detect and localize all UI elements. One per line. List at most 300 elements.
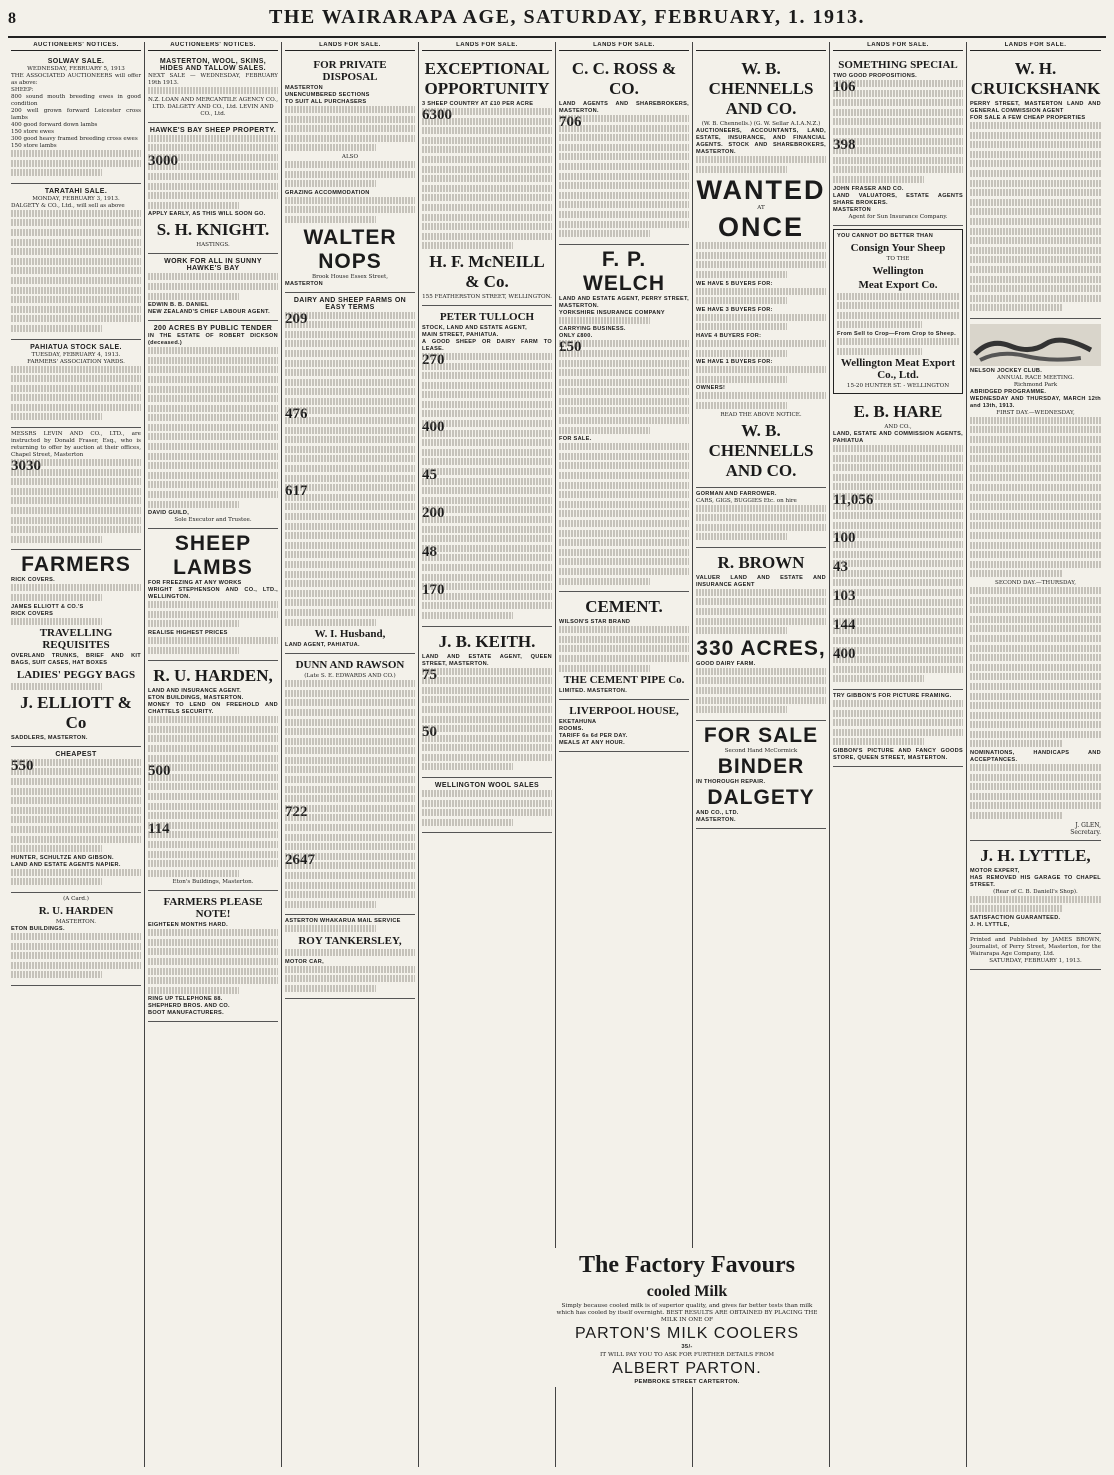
text-filler: [833, 157, 963, 164]
tender-ad: [148, 321, 278, 529]
text-filler: [148, 812, 278, 819]
text-filler: [148, 453, 278, 460]
text-filler: [970, 896, 1101, 903]
text-filler: [696, 242, 826, 249]
imprint-text: Printed and Published by JAMES BROWN, Journalist, of Perry Street, Masterton, for the Wairarapa Age Company, Ltd.: [970, 936, 1101, 957]
text-filler: [970, 625, 1101, 632]
text-filler: [285, 551, 415, 558]
text-filler: [11, 375, 141, 382]
text-filler: [833, 109, 963, 116]
ad-subhead: A GOOD SHEEP OR DAIRY FARM TO LEASE.: [422, 338, 552, 352]
text-filler: [148, 357, 278, 364]
text-filler: [148, 939, 278, 946]
ad-subhead: ANNUAL RACE MEETING.: [996, 374, 1075, 381]
ad-subhead: LADIES' PEGGY BAGS: [16, 669, 136, 682]
keith-ad: [422, 627, 552, 779]
text-filler: [696, 366, 826, 373]
text-filler: [11, 759, 141, 766]
text-filler: [696, 533, 787, 540]
text-filler: [285, 747, 415, 754]
text-filler: [285, 388, 415, 395]
ad-subhead: NOMINATIONS, HANDICAPS AND ACCEPTANCES.: [970, 750, 1101, 764]
sheep-label: SHEEP:: [11, 87, 34, 93]
text-filler: [559, 201, 689, 208]
text-filler: [285, 776, 415, 783]
text-filler: [148, 755, 278, 762]
text-filler: [833, 675, 924, 682]
exceptional-ad: [422, 54, 552, 306]
text-filler: [970, 132, 1101, 139]
text-filler: [970, 664, 1101, 671]
text-filler: [970, 905, 1062, 912]
text-filler: [833, 90, 963, 97]
ad-headline: FARMERS PLEASE NOTE!: [163, 896, 263, 921]
text-filler: [148, 822, 278, 829]
acreage-number: 722: [285, 803, 308, 820]
text-filler: [422, 194, 552, 201]
text-filler: [285, 427, 415, 434]
text-filler: [559, 665, 650, 672]
tulloch-ad: [422, 306, 552, 627]
ad-subhead: LAND AGENTS AND SHAREBROKERS, MASTERTON.: [559, 101, 689, 114]
text-filler: [970, 436, 1101, 443]
text-filler: [148, 831, 278, 838]
acreage-number: 48: [422, 543, 437, 560]
text-filler: [285, 805, 415, 812]
text-filler: [148, 405, 278, 412]
column-heading: AUCTIONEERS' NOTICES.: [148, 42, 278, 51]
text-filler: [559, 115, 689, 122]
text-filler: [833, 474, 963, 481]
text-filler: [696, 627, 787, 634]
text-filler: [696, 618, 826, 625]
ad-subhead: TWO GOOD PROPOSITIONS.: [833, 73, 917, 79]
text-filler: [833, 618, 963, 625]
text-filler: [833, 589, 963, 596]
text-filler: [833, 147, 963, 154]
text-filler: [285, 882, 415, 889]
text-filler: [970, 446, 1101, 453]
ad-headline: S. H. KNIGHT.: [156, 220, 270, 240]
text-filler: [285, 872, 415, 879]
text-filler: [970, 635, 1101, 642]
text-filler: [422, 127, 552, 134]
text-filler: [148, 192, 278, 199]
text-filler: [285, 709, 415, 716]
text-filler: [422, 725, 552, 732]
ad-product-name: PARTON'S MILK COOLERS: [574, 1325, 800, 1342]
ad-subhead: ASTERTON WHAKARUA MAIL SERVICE: [285, 918, 401, 925]
column-heading: LANDS FOR SALE.: [422, 42, 552, 51]
ad-subhead: LAND VALUATORS, ESTATE AGENTS SHARE BROKERS.: [833, 192, 963, 206]
text-filler: [11, 413, 102, 420]
ad-yards: FARMERS' ASSOCIATION YARDS.: [27, 358, 125, 365]
text-filler: [422, 706, 552, 713]
text-filler: [285, 312, 415, 319]
text-filler: [285, 699, 415, 706]
acreage-number: 500: [148, 763, 171, 780]
ad-address: MASTERTON.: [55, 918, 97, 925]
text-filler: [970, 561, 1101, 568]
text-filler: [696, 687, 826, 694]
text-filler: [148, 637, 278, 644]
ad-address: HASTINGS.: [196, 242, 230, 249]
ad-headline: F. P. WELCH: [583, 247, 665, 295]
ad-subhead: MEALS AT ANY HOUR.: [559, 740, 625, 747]
text-filler: [559, 626, 689, 633]
acreage-number: 706: [559, 114, 582, 130]
ad-subhead: From Sell to Crop—From Crop to Sheep.: [837, 330, 956, 337]
text-filler: [285, 465, 415, 472]
ad-address: PEMBROKE STREET CARTERTON.: [634, 1379, 740, 1385]
ad-headline: Wellington Meat Export Co., Ltd.: [840, 357, 956, 382]
acreage-number: 114: [148, 820, 170, 837]
text-filler: [11, 385, 141, 392]
text-filler: [422, 564, 552, 571]
ad-subhead: (W. B. Chennells.) (G. W. Sellar A.I.A.N.Z.): [701, 121, 821, 127]
text-filler: [11, 219, 141, 226]
text-filler: [148, 841, 278, 848]
imprint-date: SATURDAY, FEBRUARY 1, 1913.: [989, 957, 1082, 964]
text-filler: [11, 845, 102, 852]
text-filler: [285, 862, 415, 869]
text-filler: [833, 637, 963, 644]
text-filler: [11, 258, 141, 265]
text-filler: [285, 609, 415, 616]
acreage-number: 75: [422, 666, 437, 683]
text-filler: [285, 843, 415, 850]
acreage-number: 400: [833, 645, 856, 662]
text-filler: [11, 797, 141, 804]
ad-title: SOLWAY SALE.: [47, 58, 105, 65]
text-filler: [559, 173, 689, 180]
text-filler: [422, 420, 552, 427]
text-filler: [422, 526, 552, 533]
text-filler: [11, 488, 141, 495]
ad-subhead: REALISE HIGHEST PRICES: [148, 630, 228, 636]
ad-subhead: EIGHTEEN MONTHS HARD.: [148, 922, 228, 929]
text-filler: [696, 323, 787, 330]
text-filler: [970, 426, 1101, 433]
ad-address: (Rear of C. B. Daniell's Shop).: [993, 888, 1078, 895]
ad-title: (A Card.): [63, 895, 89, 902]
text-filler: [559, 558, 689, 565]
text-filler: [970, 570, 1062, 577]
text-filler: [11, 962, 141, 969]
ad-headline: PETER TULLOCH: [439, 310, 535, 323]
text-filler: [559, 482, 689, 489]
text-filler: [833, 483, 963, 490]
text-filler: [148, 611, 278, 618]
acreage-number: 106: [833, 79, 856, 95]
text-filler: [970, 247, 1101, 254]
ad-address: MASTERTON: [285, 280, 324, 287]
ad-intro: DALGETY & CO., Ltd., will sell as above: [11, 202, 125, 209]
text-filler: [422, 516, 552, 523]
text-filler: [559, 520, 689, 527]
harden-ad: [148, 661, 278, 891]
text-filler: [833, 608, 963, 615]
ad-address: Eton's Buildings, Masterton.: [172, 879, 254, 886]
text-filler: [559, 636, 689, 643]
text-filler: [11, 325, 102, 332]
ad-title: 200 ACRES BY PUBLIC TENDER: [153, 325, 273, 333]
text-filler: [148, 395, 278, 402]
text-filler: [285, 125, 415, 132]
ad-subhead: MOTOR EXPERT,: [970, 867, 1020, 874]
lot-line: 200 well grown forward Leicester cross lambs: [11, 108, 141, 121]
levin-ad: [11, 428, 141, 550]
text-filler: [148, 433, 278, 440]
text-filler: [148, 647, 239, 654]
ad-subhead: ONLY £800.: [559, 333, 593, 340]
ad-headline: R. U. HARDEN: [38, 904, 114, 917]
text-filler: [285, 135, 415, 142]
text-filler: [148, 793, 278, 800]
text-filler: [970, 693, 1101, 700]
ad-headline: WANTED: [696, 175, 826, 206]
text-filler: [422, 593, 552, 600]
ad-subhead: EDWIN B. B. DANIEL: [148, 302, 209, 309]
ad-subhead: WE HAVE 1 BUYERS FOR:: [696, 359, 773, 366]
text-filler: [11, 768, 141, 775]
text-filler: [148, 183, 278, 190]
text-filler: [11, 296, 141, 303]
cement-ad: [559, 592, 689, 700]
ad-address: GIBBON'S PICTURE AND FANCY GOODS STORE, QUEEN STREET, MASTERTON.: [833, 747, 963, 761]
text-filler: [970, 731, 1101, 738]
text-filler: [833, 551, 963, 558]
text-filler: [970, 141, 1101, 148]
text-filler: [559, 539, 689, 546]
text-filler: [559, 655, 689, 662]
text-filler: [559, 407, 689, 414]
ad-subhead: AND CO., LTD.: [696, 809, 739, 816]
text-filler: [148, 135, 278, 142]
ad-agents: N.Z. LOAN AND MERCANTILE AGENCY CO., LTD. DALGETY AND CO., Ltd. LEVIN AND CO., Ltd.: [148, 96, 278, 117]
column-3: [282, 42, 419, 1467]
ad-headline: W. B. CHENNELLS AND CO.: [708, 59, 814, 118]
price-number: £50: [559, 339, 582, 356]
text-filler: [11, 826, 141, 833]
ross-ad: [559, 54, 689, 245]
ad-subhead: ABRIDGED PROGRAMME.: [970, 388, 1047, 395]
text-filler: [285, 571, 415, 578]
ad-headline: Wellington: [872, 264, 924, 277]
page-title: THE WAIRARAPA AGE, SATURDAY, FEBRUARY, 1. 1913.: [268, 6, 865, 28]
ad-phone: RING UP TELEPHONE 88.: [148, 996, 223, 1003]
text-filler: [11, 169, 102, 176]
text-filler: [285, 925, 376, 932]
text-filler: [559, 472, 689, 479]
ad-headline: W. B. CHENNELLS AND CO.: [708, 420, 814, 480]
text-filler: [285, 144, 376, 151]
ad-subhead: TRAVELLING REQUISITES: [39, 627, 113, 652]
text-filler: [559, 427, 650, 434]
text-filler: [970, 802, 1101, 809]
ad-subhead: OWNERS!: [696, 385, 726, 392]
text-filler: [148, 163, 278, 170]
ad-address: MASTERTON.: [696, 816, 736, 823]
acreage-number: 200: [422, 505, 445, 522]
text-filler: [970, 417, 1101, 424]
ad-subhead: SATISFACTION GUARANTEED.: [970, 914, 1061, 921]
text-filler: [833, 99, 963, 106]
text-filler: [422, 146, 552, 153]
lot-line: 300 good heavy framed breeding cross ewes: [11, 136, 138, 142]
text-filler: [285, 901, 376, 908]
acreage-number: 617: [285, 483, 308, 500]
ad-subhead: YOU CANNOT DO BETTER THAN: [837, 232, 934, 239]
text-filler: [285, 331, 415, 338]
ad-subhead: GRAZING ACCOMMODATION: [285, 189, 370, 196]
text-filler: [696, 156, 826, 163]
column-heading: AUCTIONEERS' NOTICES.: [11, 42, 141, 51]
text-filler: [285, 985, 376, 992]
ad-subhead: SHEPHERD BROS. AND CO.: [148, 1003, 230, 1010]
dunn-rawson-ad: [285, 654, 415, 915]
text-filler: [285, 966, 415, 973]
ad-subhead: LAND AND ESTATE AGENT, PERRY STREET, MASTERTON.: [559, 295, 689, 309]
text-filler: [422, 204, 552, 211]
wool-sales-wellington-ad: [422, 778, 552, 833]
text-filler: [970, 199, 1101, 206]
text-filler: [148, 481, 278, 488]
text-filler: [148, 803, 278, 810]
ad-subhead: VALUER LAND AND ESTATE AND INSURANCE AGENT: [696, 574, 826, 588]
mail-service-ad: [285, 915, 415, 999]
ad-subhead: Richmond Park: [1013, 381, 1058, 388]
text-filler: [285, 494, 415, 501]
text-filler: [285, 619, 376, 626]
text-filler: [970, 180, 1101, 187]
acreage-number: 270: [422, 351, 445, 368]
text-filler: [285, 171, 415, 178]
text-filler: [285, 398, 415, 405]
text-filler: [559, 491, 689, 498]
acreage-number: 3030: [11, 458, 41, 475]
text-filler: [148, 273, 278, 280]
text-filler: [696, 271, 787, 278]
ad-headline: FARMERS: [21, 553, 131, 577]
ad-headline: ONCE: [717, 212, 804, 243]
text-filler: [285, 766, 415, 773]
text-filler: [11, 807, 141, 814]
text-filler: [11, 210, 141, 217]
text-filler: [559, 340, 689, 347]
ad-subhead: WILSON'S STAR BRAND: [559, 619, 631, 626]
text-filler: [11, 248, 141, 255]
text-filler: [422, 612, 513, 619]
lot-line: 150 store lambs: [11, 143, 57, 149]
acreage-number: 100: [833, 530, 856, 547]
ad-headline: FOR SALE: [703, 723, 819, 747]
text-filler: [696, 706, 787, 713]
text-filler: [148, 774, 278, 781]
ad-subhead: HAS REMOVED HIS GARAGE TO CHAPEL STREET.: [970, 874, 1101, 888]
text-filler: [422, 677, 552, 684]
text-filler: [559, 379, 689, 386]
text-filler: [833, 445, 963, 452]
text-filler: [285, 436, 415, 443]
ad-subhead: FOR FREEZING AT ANY WORKS: [148, 580, 242, 587]
ad-subhead: IN THOROUGH REPAIR.: [696, 778, 766, 785]
special-ad: [833, 54, 963, 226]
text-filler: [696, 677, 826, 684]
ad-subhead: MONEY TO LEND ON FREEHOLD AND CHATTELS SECURITY.: [148, 702, 278, 716]
text-filler: [696, 350, 787, 357]
text-filler: [285, 834, 415, 841]
text-filler: [970, 774, 1101, 781]
text-filler: [970, 654, 1101, 661]
ad-headline: CEMENT.: [585, 597, 663, 617]
text-filler: [970, 455, 1101, 462]
column-heading: LANDS FOR SALE.: [970, 42, 1101, 51]
gorman-ad: [696, 488, 826, 548]
ad-title: TARATAHI SALE.: [44, 187, 108, 195]
text-filler: [285, 161, 415, 168]
text-filler: [559, 369, 689, 376]
ad-subhead: PERRY STREET, MASTERTON LAND AND GENERAL COMMISSION AGENT: [970, 101, 1101, 114]
ad-subhead: 3 SHEEP COUNTRY AT £10 PER ACRE: [422, 101, 534, 107]
text-filler: [696, 166, 787, 173]
text-filler: [696, 392, 826, 399]
text-filler: [970, 170, 1101, 177]
ad-subhead: Second Hand McCormick: [724, 747, 798, 754]
text-filler: [970, 740, 1062, 747]
text-filler: [11, 404, 141, 411]
ad-title: MASTERTON, WOOL, SKINS, HIDES AND TALLOW SALES.: [159, 58, 267, 72]
ad-address: Brook House Essex Street,: [312, 273, 388, 280]
text-filler: [422, 468, 552, 475]
text-filler: [422, 535, 552, 542]
text-filler: [285, 197, 415, 204]
ad-headline: J. H. LYTTLE,: [980, 845, 1091, 865]
ad-subhead: EKETAHUNA: [559, 719, 597, 726]
text-filler: [422, 800, 552, 807]
ad-title: DAIRY AND SHEEP FARMS ON EASY TERMS: [293, 296, 407, 311]
text-filler: [970, 683, 1101, 690]
text-filler: [148, 472, 278, 479]
acreage-number: 476: [285, 406, 308, 423]
text-filler: [285, 786, 415, 793]
text-filler: [285, 599, 415, 606]
text-filler: [970, 712, 1101, 719]
text-filler: [559, 568, 689, 575]
ad-subhead: TO THE: [886, 255, 910, 262]
ad-headline: ROY TANKERSLEY,: [298, 934, 402, 947]
ad-signature: J. GLEN,: [1075, 821, 1101, 829]
text-filler: [148, 745, 278, 752]
ad-subhead: AND CO.,: [884, 424, 912, 431]
ad-date: MONDAY, FEBRUARY 3, 1913.: [32, 195, 120, 202]
ad-title: CHEAPEST: [55, 750, 97, 758]
text-filler: [285, 106, 415, 113]
text-filler: [422, 223, 552, 230]
text-filler: [837, 293, 959, 300]
text-filler: [422, 458, 552, 465]
ad-subhead: JAMES ELLIOTT & CO.'S: [11, 603, 84, 610]
ad-headline: 330 ACRES,: [696, 636, 826, 660]
text-filler: [422, 583, 552, 590]
text-filler: [833, 138, 963, 145]
text-filler: [833, 570, 963, 577]
text-filler: [696, 314, 826, 321]
harden-card-ad: [11, 893, 141, 986]
ad-headline: Consign Your Sheep: [850, 241, 946, 254]
text-filler: [11, 869, 141, 876]
text-filler: [11, 933, 141, 940]
